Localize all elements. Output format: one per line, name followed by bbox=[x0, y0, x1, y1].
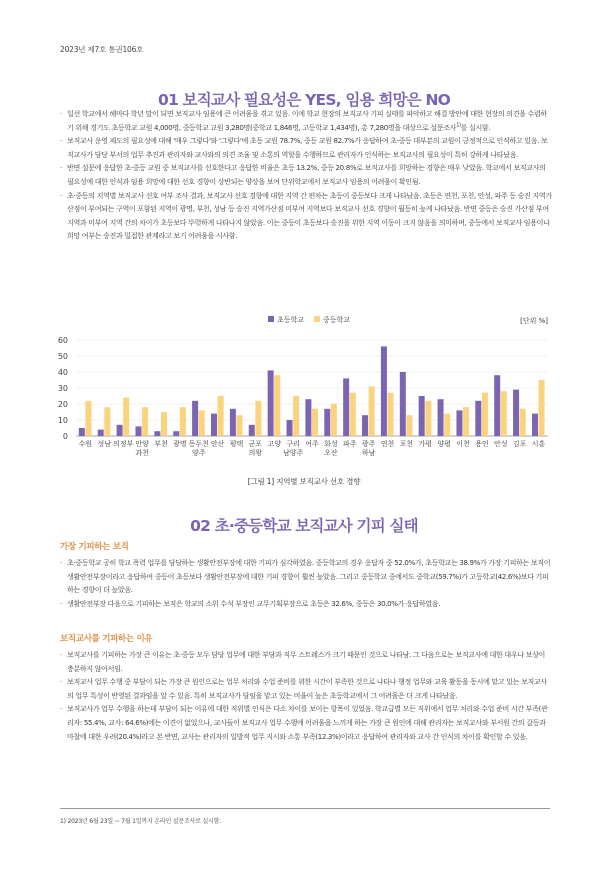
bar-elementary bbox=[324, 409, 330, 436]
x-tick-label: 양주 bbox=[191, 449, 206, 457]
x-tick-label: 고양 bbox=[267, 440, 282, 448]
bar-elementary bbox=[305, 399, 311, 436]
bar-secondary bbox=[180, 407, 186, 436]
section2-title: 02 초·중등학교 보직교사 기피 실태 bbox=[190, 517, 418, 535]
x-tick-label: 포천 bbox=[399, 440, 414, 448]
x-tick-label: 광명 bbox=[173, 440, 187, 448]
bar-secondary bbox=[331, 404, 337, 436]
bullet-item bbox=[60, 675, 552, 702]
bar-secondary bbox=[350, 393, 356, 436]
x-tick-label: 동두천 bbox=[188, 440, 209, 448]
x-tick-label: 광주 bbox=[361, 440, 376, 448]
bullet-text-tail: 를 실시함. bbox=[460, 122, 491, 132]
bullet-text: 보직교사 운영 제도의 필요성에 대해 '매우 그렇다'와 '그렇다'에 초등 교원 78.7%, 중등 교원 82.7%가 응답하여 초·중등 대부분의 교원이 긍정적으로 인식하고 있음. 보직교사가 담당 부서의 업무 추진과 관리자와 교사와의 의견 조율 및 소통의 역할을 수행하므로 관리자가 인식하는 보직교사의 필요성이 특히 강하게 나타났음. bbox=[67, 136, 548, 159]
bar-secondary bbox=[520, 409, 526, 436]
bar-elementary bbox=[249, 425, 255, 436]
bar-secondary bbox=[444, 414, 450, 436]
bar-elementary bbox=[438, 399, 444, 436]
x-tick-label: 군포 bbox=[248, 440, 263, 448]
bar-elementary bbox=[154, 431, 160, 436]
bar-secondary bbox=[388, 393, 394, 436]
bullet-item bbox=[60, 556, 552, 597]
bar-elementary bbox=[475, 401, 481, 436]
x-tick-label: 평택 bbox=[229, 440, 244, 448]
x-tick-label: 안성 bbox=[494, 440, 508, 448]
bar-secondary bbox=[85, 401, 91, 436]
y-tick-label: 50 bbox=[57, 352, 68, 361]
subsection2-bullets bbox=[60, 648, 552, 743]
bar-elementary bbox=[173, 431, 179, 436]
bar-secondary bbox=[161, 412, 167, 436]
x-tick-label: 구리 bbox=[286, 440, 300, 448]
bar-elementary bbox=[117, 425, 123, 436]
bar-secondary bbox=[104, 407, 110, 436]
bar-elementary bbox=[343, 378, 349, 436]
bar-secondary bbox=[142, 407, 148, 436]
bar-secondary bbox=[369, 386, 375, 436]
legend-label: 중등학교 bbox=[323, 316, 351, 324]
x-tick-label: 수원 bbox=[78, 440, 93, 448]
bullet-text: 초·중등학교 공히 학교 폭력 업무를 담당하는 생활안전부장에 대한 기피가 심각하였음. 중등학교의 경우 응답자 중 52.0%가, 초등학교는 38.9%가 가장 기피하는 보직이 생활안전부장이라고 응답하여 중등이 초등보다 생활안전부장에 대한 기피 경향이 훨씬 높았음. 그리고 중등학교 중에서도 중학교(59.7%)가 고등학교(42.6%)보다 기피하는 경향이 더 높았음. bbox=[67, 558, 551, 595]
bullet-item bbox=[60, 702, 552, 743]
y-tick-label: 10 bbox=[57, 416, 68, 425]
bar-secondary bbox=[463, 407, 469, 436]
footnote-ref: 1) bbox=[456, 122, 461, 129]
bar-secondary bbox=[501, 391, 507, 436]
bar-secondary bbox=[199, 410, 205, 436]
legend-swatch bbox=[268, 316, 274, 322]
y-tick-label: 0 bbox=[62, 432, 68, 441]
x-tick-label: 과천 bbox=[135, 449, 149, 457]
bar-elementary bbox=[400, 372, 406, 436]
bullet-text: 반면 설문에 응답한 초·중등 교원 중 보직교사를 선호한다고 응답한 비율은 초등 13.2%, 중등 20.8%로 보직교사를 희망하는 경향은 매우 낮았음. 학교에서 보직교사의 필요성에 대한 인식과 임용 희망에 대한 선호 경향이 상반되는 양상을 보여 단위학교에서 보직교사 임용의 어려움이 확인됨. bbox=[67, 163, 546, 186]
chart-caption: [그림 1] 지역별 보직교사 선호 경향 bbox=[247, 477, 361, 486]
bar-secondary bbox=[406, 415, 412, 436]
x-tick-label: 용인 bbox=[475, 440, 489, 448]
bar-elementary bbox=[268, 370, 274, 436]
y-tick-label: 30 bbox=[57, 384, 68, 393]
bar-secondary bbox=[274, 375, 280, 436]
x-tick-label: 파주 bbox=[342, 440, 357, 448]
bar-secondary bbox=[482, 393, 488, 436]
x-tick-label: 안양 bbox=[135, 440, 149, 448]
x-tick-label: 시흥 bbox=[531, 440, 546, 448]
subsection-title-reasons: 보직교사를 기피하는 이유 bbox=[60, 634, 153, 644]
bar-secondary bbox=[123, 398, 129, 436]
bullet-text: 보직교사가 업무 수행을 하는데 부담이 되는 이유에 대한 직위별 인식은 다소 차이를 보이는 항목이 있었음. 학교급별 모든 직위에서 업무 처리와 수업 준비 시간 부족(관리자: 55.4%, 교사: 64.6%)에는 이견이 없었으나, 교사들이 보직교사 업무 수행에 어려움을 느끼게 하는 가장 큰 원인에 대해 관리자는 보직교사와 부서원 간의 갈등과 마찰에 대한 우려(20.4%)라고 본 반면, 교사는 관리자의 일방적 업무 지시와 소통 부족(12.3%)이라고 응답하여 관리자와 교사 간 인식의 차이를 확인할 수 있음. bbox=[67, 704, 548, 741]
x-tick-label: 의왕 bbox=[248, 449, 263, 457]
bar-elementary bbox=[494, 375, 500, 436]
legend-swatch bbox=[314, 316, 320, 322]
x-tick-label: 의정부 bbox=[113, 440, 134, 448]
bar-secondary bbox=[236, 415, 242, 436]
bar-elementary bbox=[419, 396, 425, 436]
legend-label: 초등학교 bbox=[277, 316, 305, 324]
x-tick-label: 김포 bbox=[512, 440, 527, 448]
x-tick-label: 연천 bbox=[380, 440, 395, 448]
x-tick-label: 부천 bbox=[154, 440, 168, 448]
bar-elementary bbox=[513, 390, 519, 436]
y-tick-label: 20 bbox=[57, 400, 68, 409]
bar-elementary bbox=[79, 428, 85, 436]
footnote: 1) 2023년 6월 23일 ~ 7월 1일까지 온라인 설문조사로 실시함. bbox=[60, 818, 221, 825]
issue-header: 2023년 제7호 통권106호 bbox=[60, 45, 144, 54]
bar-elementary bbox=[230, 409, 236, 436]
x-tick-label: 화성 bbox=[324, 440, 338, 448]
bar-elementary bbox=[381, 346, 387, 436]
bar-secondary bbox=[425, 401, 431, 436]
bar-secondary bbox=[293, 396, 299, 436]
bullet-item bbox=[60, 597, 552, 611]
bar-elementary bbox=[362, 415, 368, 436]
bar-elementary bbox=[98, 430, 104, 436]
bar-elementary bbox=[135, 426, 141, 436]
bullet-text: 초·중등의 지역별 보직교사 선호 여부 조사 결과, 보직교사 선호 경향에 대한 지역 간 편차는 초등이 중등보다 크게 나타났음. 초등은 연천, 포천, 안성, 파주 등 승진 지역가산점이 부여되는 구역이 포함된 지역이 광명, 부천, 성남 등 승진 지역가산점 미부여 지역보다 보직교사 선호 경향이 월등히 높게 나타났음. 반면 중등은 승진 가산점 부여 지역과 미부여 지역 간의 차이가 초등보다 뚜렷하게 나타나지 않았음. 이는 중등이 초등보다 승진을 위한 지역 이동이 크지 않음을 의미하며, 중등에서 보직교사 임용이나 희망 여부는 승진과 밀접한 관계라고 보기 어려움을 시사함. bbox=[67, 190, 552, 241]
bullet-text: 일선 학교에서 해마다 학년 말이 되면 보직교사 임용에 큰 어려움을 겪고 있음. 이에 학교 현장의 보직교사 기피 실태를 파악하고 해결 방안에 대한 현장의 의견을 수렴하기 위해 경기도 초등학교 교원 4,000명, 중등학교 교원 3,280명(중학교 1,846명, 고등학교 1,434명), 총 7,280명을 대상으로 설문조사 bbox=[67, 109, 547, 132]
x-tick-label: 여주 bbox=[305, 440, 319, 448]
x-tick-label: 이천 bbox=[456, 440, 470, 448]
section1-title: 01 보직교사 필요성은 YES, 임용 희망은 NO bbox=[157, 91, 450, 109]
unit-label: [단위 %] bbox=[520, 317, 548, 325]
x-tick-label: 양평 bbox=[437, 440, 451, 448]
bullet-text: 생활안전부장 다음으로 기피하는 보직은 학교의 소위 수석 부장인 교무기획부장으로 초등은 32.6%, 중등은 30.0%가 응답하였음. bbox=[67, 598, 441, 608]
bar-secondary bbox=[312, 409, 318, 436]
bullet-text: 보직교사 업무 수행 중 부담이 되는 가장 큰 원인으로는 업무 처리와 수업 준비를 위한 시간이 부족한 것으로 나타나 행정 업무와 교육 활동을 동시에 맡고 있는 보직교사의 업무 특성이 반영된 결과임을 알 수 있음. 특히 보직교사가 담임을 맡고 있는 비율이 높은 초등학교에서 그 어려움은 더 크게 나타났음. bbox=[67, 677, 547, 700]
subsection1-bullets bbox=[60, 556, 552, 610]
x-tick-label: 남양주 bbox=[282, 449, 304, 457]
bar-elementary bbox=[192, 401, 198, 436]
bar-elementary bbox=[532, 414, 538, 436]
y-tick-label: 60 bbox=[57, 336, 68, 345]
x-tick-label: 안산 bbox=[210, 440, 225, 448]
bar-secondary bbox=[255, 401, 261, 436]
x-tick-label: 오산 bbox=[324, 449, 338, 457]
bar-secondary bbox=[218, 396, 224, 436]
bullet-item bbox=[60, 648, 552, 675]
bar-secondary bbox=[539, 380, 545, 436]
footnote-divider bbox=[60, 808, 550, 809]
x-tick-label: 하남 bbox=[361, 449, 376, 457]
bar-elementary bbox=[211, 414, 217, 436]
bar-elementary bbox=[287, 420, 293, 436]
x-tick-label: 가평 bbox=[418, 440, 433, 448]
bullet-text: 보직교사를 기피하는 가장 큰 이유는 초·중등 모두 담당 업무에 대한 부담과 직무 스트레스가 크기 때문인 것으로 나타남. 그 다음으로는 보직교사에 대한 대우나 보상이 충분하지 않아서임. bbox=[67, 650, 546, 673]
x-tick-label: 성남 bbox=[97, 440, 112, 448]
bar-elementary bbox=[456, 410, 462, 436]
subsection-title-most-avoided: 가장 기피하는 보직 bbox=[60, 542, 129, 552]
y-tick-label: 40 bbox=[57, 368, 68, 377]
